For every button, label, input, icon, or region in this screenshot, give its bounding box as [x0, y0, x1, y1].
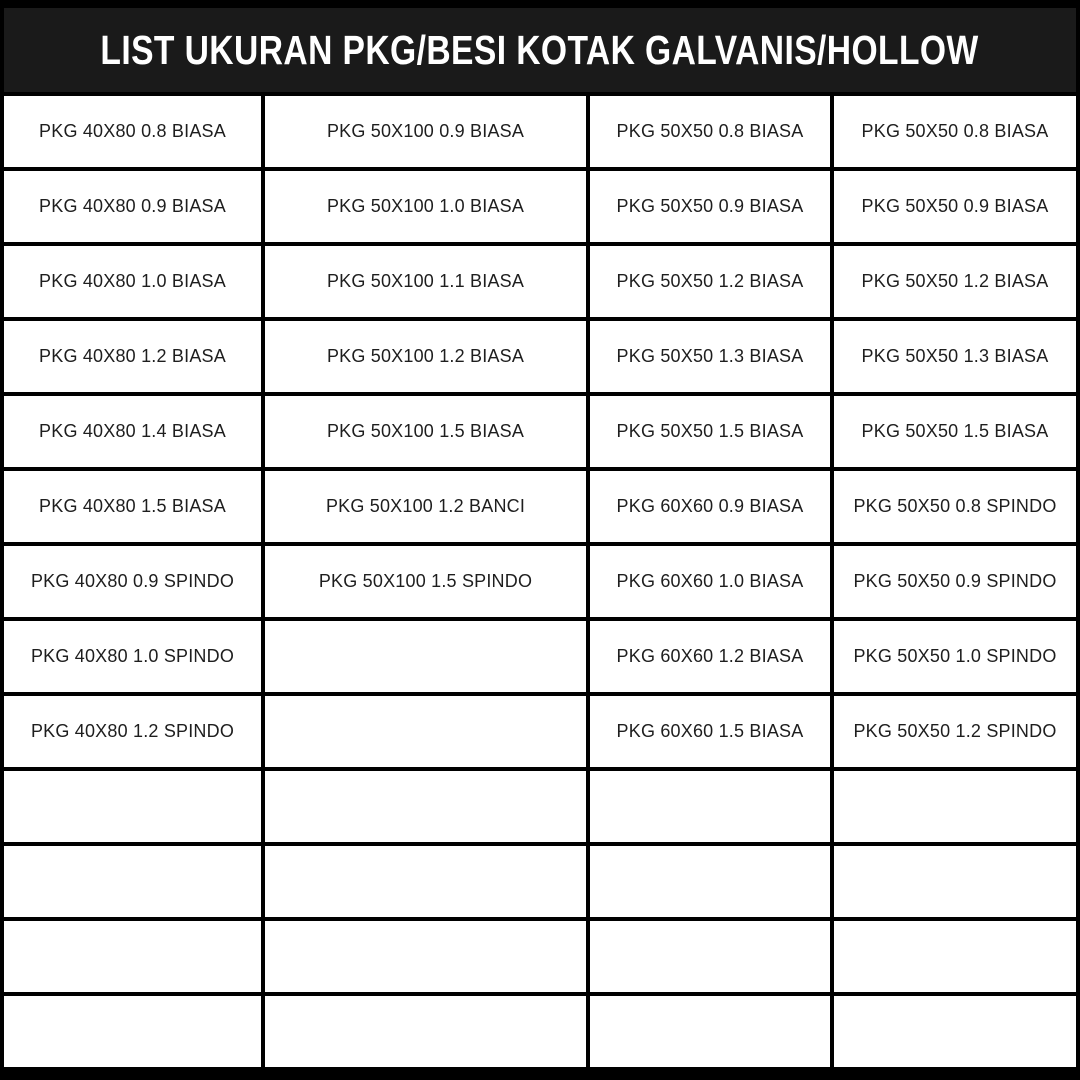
table-cell: PKG 40X80 0.8 BIASA	[4, 96, 261, 167]
table-cell: PKG 50X50 0.9 BIASA	[834, 171, 1076, 242]
table-cell: PKG 50X50 0.9 BIASA	[590, 171, 830, 242]
table-cell: PKG 50X100 1.1 BIASA	[265, 246, 586, 317]
table-cell: PKG 60X60 1.2 BIASA	[590, 621, 830, 692]
table-cell: PKG 40X80 0.9 SPINDO	[4, 546, 261, 617]
table-cell	[265, 621, 586, 692]
table-cell: PKG 40X80 0.9 BIASA	[4, 171, 261, 242]
table-cell: PKG 60X60 0.9 BIASA	[590, 471, 830, 542]
table-cell: PKG 50X100 1.5 BIASA	[265, 396, 586, 467]
table-cell	[265, 996, 586, 1067]
table-cell: PKG 50X50 1.2 BIASA	[834, 246, 1076, 317]
table-cell: PKG 50X50 1.3 BIASA	[834, 321, 1076, 392]
table-cell	[834, 996, 1076, 1067]
table-cell	[265, 921, 586, 992]
table-cell	[4, 921, 261, 992]
table-cell	[4, 771, 261, 842]
table-cell: PKG 50X50 0.8 SPINDO	[834, 471, 1076, 542]
table-cell: PKG 50X50 1.5 BIASA	[590, 396, 830, 467]
table-cell: PKG 50X100 1.2 BANCI	[265, 471, 586, 542]
table-cell: PKG 40X80 1.2 BIASA	[4, 321, 261, 392]
page-title: LIST UKURAN PKG/BESI KOTAK GALVANIS/HOLLOW	[100, 26, 980, 73]
table-cell: PKG 50X100 0.9 BIASA	[265, 96, 586, 167]
table-cell: PKG 50X50 1.0 SPINDO	[834, 621, 1076, 692]
table-cell: PKG 50X50 0.8 BIASA	[834, 96, 1076, 167]
table-cell	[834, 771, 1076, 842]
table-cell	[590, 921, 830, 992]
table-cell	[265, 696, 586, 767]
table-cell	[834, 846, 1076, 917]
table-cell: PKG 50X100 1.5 SPINDO	[265, 546, 586, 617]
table-cell: PKG 50X50 1.2 SPINDO	[834, 696, 1076, 767]
table-cell: PKG 60X60 1.0 BIASA	[590, 546, 830, 617]
table-cell: PKG 40X80 1.0 SPINDO	[4, 621, 261, 692]
table-cell	[4, 996, 261, 1067]
table-cell: PKG 40X80 1.0 BIASA	[4, 246, 261, 317]
table-cell	[590, 771, 830, 842]
table-cell	[590, 996, 830, 1067]
table-cell	[590, 846, 830, 917]
table-cell: PKG 50X100 1.0 BIASA	[265, 171, 586, 242]
table-cell	[4, 846, 261, 917]
table-cell	[834, 921, 1076, 992]
table-cell: PKG 50X50 1.2 BIASA	[590, 246, 830, 317]
table-cell	[265, 846, 586, 917]
size-table	[4, 96, 1076, 1067]
table-cell: PKG 50X50 0.9 SPINDO	[834, 546, 1076, 617]
table-cell: PKG 50X50 1.5 BIASA	[834, 396, 1076, 467]
table-cell: PKG 50X50 1.3 BIASA	[590, 321, 830, 392]
table-cell: PKG 60X60 1.5 BIASA	[590, 696, 830, 767]
title-banner	[4, 8, 1076, 92]
table-cell	[265, 771, 586, 842]
table-cell: PKG 50X50 0.8 BIASA	[590, 96, 830, 167]
table-cell: PKG 40X80 1.4 BIASA	[4, 396, 261, 467]
table-cell: PKG 40X80 1.2 SPINDO	[4, 696, 261, 767]
table-cell: PKG 40X80 1.5 BIASA	[4, 471, 261, 542]
table-cell: PKG 50X100 1.2 BIASA	[265, 321, 586, 392]
